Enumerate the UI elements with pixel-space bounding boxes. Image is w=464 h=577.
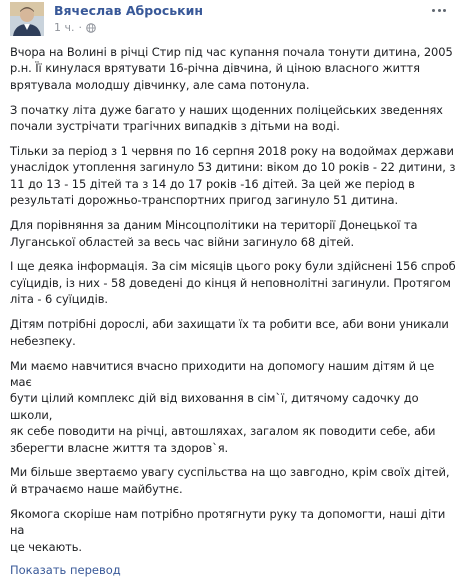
more-options-icon[interactable] bbox=[428, 2, 450, 18]
post-paragraph-5: І ще деяка інформація. За сім місяців цього року були здійснені 156 спроб суїцидів, із них - 58 доведені до кінця й неповнолітні загинули. Протягом літа - 6 суїцидів. bbox=[10, 259, 456, 307]
post-paragraph-2: З початку літа дуже багато у наших щоденних поліцейських зведеннях почали зустрічати трагічних випадків з дітьми на воді. bbox=[10, 102, 443, 134]
post-paragraph-3: Тільки за період з 1 червня по 16 серпня 2018 року на водоймах держави унаслідок утоплення загинуло 53 дитини: віком до 10 років - 22 дитини, з 11 до 13 - 15 дітей та з 14 до 17 років -16 дітей. За цей же період в результаті дорожньо-транспортних пригод загинуло 51 дитина. bbox=[10, 144, 456, 208]
post-header bbox=[8, 0, 456, 38]
show-translation-link[interactable]: Показать перевод bbox=[10, 563, 121, 577]
avatar-image bbox=[10, 2, 44, 36]
post-timestamp[interactable]: 1 ч. bbox=[54, 21, 75, 34]
separator-dot: · bbox=[78, 21, 82, 34]
author-avatar[interactable] bbox=[10, 2, 44, 36]
post-paragraph-9: Якомога скоріше нам потрібно протягнути руку та допомогти, наші діти на це чекають. bbox=[10, 506, 446, 554]
globe-icon[interactable] bbox=[86, 23, 96, 33]
post-meta bbox=[54, 21, 96, 34]
post-paragraph-6: Дітям потрібні дорослі, аби захищати їх та робити все, аби вони уникали небезпеку. bbox=[10, 317, 449, 348]
post-paragraph-1: Вчора на Волині в річці Стир під час купання почала тонути дитина, 2005 р.н. Її кинулася врятувати 16-річна дівчина, й ціною власного життя врятувала молодшу дівчинку, але сама потонула. bbox=[10, 45, 453, 92]
author-name[interactable]: Вячеслав Аброськин bbox=[54, 3, 204, 18]
post-body bbox=[8, 38, 456, 555]
post-paragraph-4: Для порівняння за даним Мінсоцполітики на території Донецької та Луганської областей за весь час війни загинуло 68 дітей. bbox=[10, 218, 418, 249]
post-paragraph-8: Ми більше звертаємо увагу суспільства на що завгодно, крім своїх дітей, й втрачаємо наше майбутнє. bbox=[10, 465, 450, 496]
post-paragraph-7: Ми маємо навчитися вчасно приходити на допомогу нашим дітям й це має бути цілий комплекс дій від виховання в сім`ї, дитячому садочку до школи, як себе поводити на річці, автошляхах, загалом як поводити себе, аби зберегти власне життя та здоров`я. bbox=[10, 358, 436, 455]
